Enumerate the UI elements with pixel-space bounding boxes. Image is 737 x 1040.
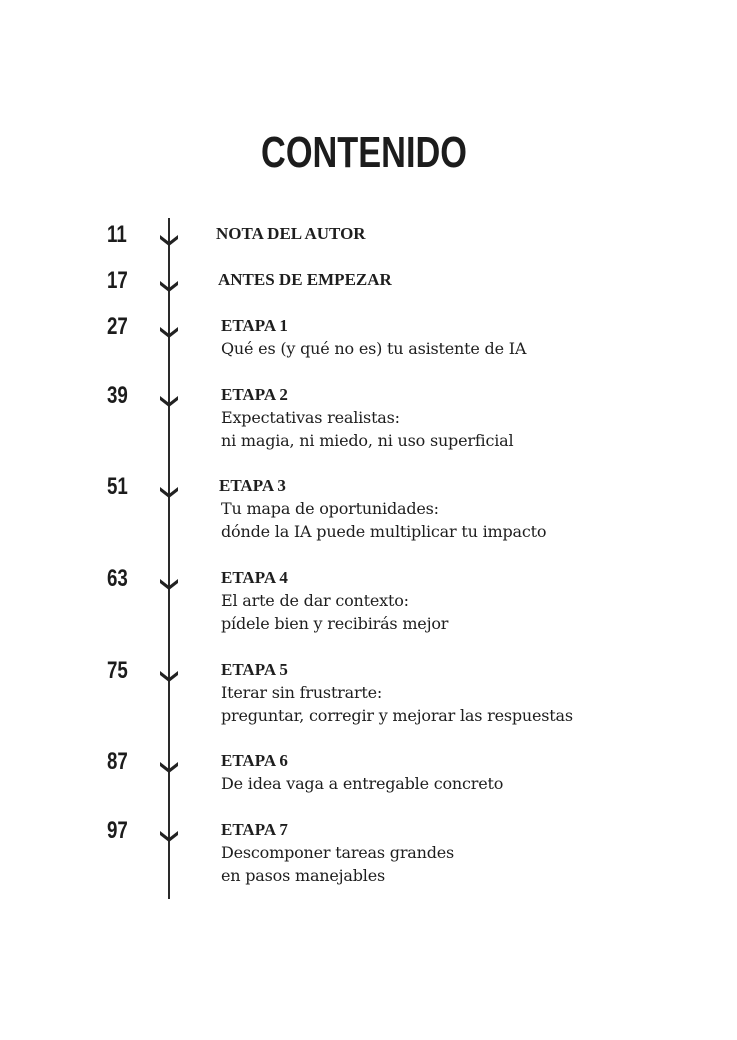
page-number: 39 [107, 382, 128, 409]
entry-description-line: Tu mapa de oportunidades: [221, 499, 439, 518]
entry-text [221, 567, 448, 635]
entry-heading: NOTA DEL AUTOR [216, 224, 366, 243]
entry-text [221, 384, 513, 452]
chevron-down-icon [159, 485, 179, 499]
entry-heading: ETAPA 4 [221, 568, 288, 587]
entry-description-line: Qué es (y qué no es) tu asistente de IA [221, 339, 527, 358]
chevron-down-icon [159, 394, 179, 408]
entry-text [218, 269, 392, 291]
entry-heading: ETAPA 2 [221, 385, 288, 404]
entry-description-line: El arte de dar contexto: [221, 591, 409, 610]
chevron-down-icon [159, 829, 179, 843]
entry-text [221, 819, 454, 887]
entry-text [221, 659, 573, 727]
page-number: 51 [107, 473, 128, 500]
page-number: 75 [107, 657, 128, 684]
chevron-down-icon [159, 577, 179, 591]
entry-heading: ETAPA 6 [221, 751, 288, 770]
entry-description-line: Iterar sin frustrarte: [221, 683, 383, 702]
chevron-down-icon [159, 233, 179, 247]
entry-heading: ETAPA 3 [219, 476, 286, 495]
page-number: 87 [107, 748, 128, 775]
page-number: 27 [107, 313, 128, 340]
page-title: CONTENIDO [261, 128, 467, 177]
page-number: 63 [107, 565, 128, 592]
entry-text [216, 223, 366, 245]
entry-description-line: Descomponer tareas grandes [221, 843, 455, 862]
entry-text [221, 315, 526, 360]
entry-heading: ETAPA 1 [221, 316, 288, 335]
entry-text [219, 475, 546, 543]
page-number: 17 [107, 267, 128, 294]
entry-description-line: De idea vaga a entregable concreto [221, 774, 504, 793]
entry-description-line: preguntar, corregir y mejorar las respuestas [221, 706, 573, 725]
entry-description-line: pídele bien y recibirás mejor [221, 614, 449, 633]
page-number: 97 [107, 817, 128, 844]
entry-description-line: ni magia, ni miedo, ni uso superficial [221, 431, 514, 450]
chevron-down-icon [159, 325, 179, 339]
page-number: 11 [107, 221, 127, 248]
entry-text [221, 750, 503, 795]
chevron-down-icon [159, 279, 179, 293]
entry-heading: ANTES DE EMPEZAR [218, 270, 392, 289]
chevron-down-icon [159, 760, 179, 774]
entry-heading: ETAPA 7 [221, 820, 288, 839]
entry-heading: ETAPA 5 [221, 660, 288, 679]
timeline-line [168, 218, 170, 899]
entry-description-line: dónde la IA puede multiplicar tu impacto [221, 522, 547, 541]
chevron-down-icon [159, 669, 179, 683]
entry-description-line: Expectativas realistas: [221, 408, 400, 427]
entry-description-line: en pasos manejables [221, 866, 386, 885]
